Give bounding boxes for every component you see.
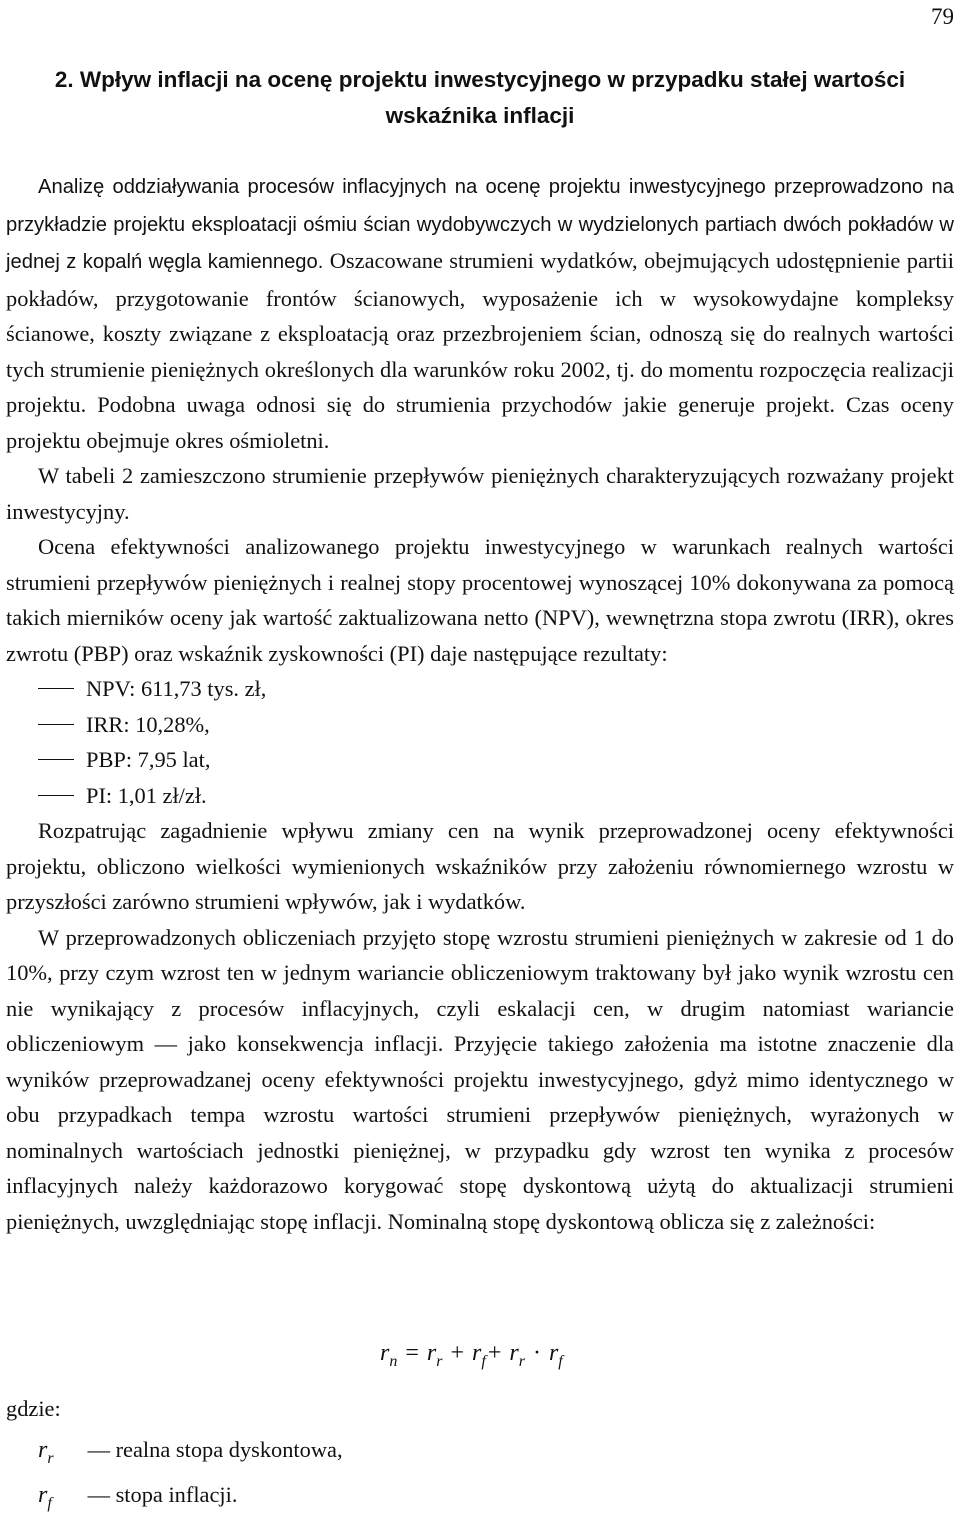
formula-symbol: r — [380, 1340, 390, 1366]
formula-subscript: f — [481, 1353, 486, 1370]
paragraph-4: Rozpatrując zagadnienie wpływu zmiany cen na wynik przeprowadzonej oceny efektywności projektu, obliczono wielkości wymienionych wskaźników przy założeniu równomiernego wzrostu w przyszłości zarówno strumieni wpływów, jak i wydatków. — [6, 818, 954, 914]
formula-operator: = — [405, 1340, 419, 1366]
dash-icon — [38, 795, 74, 796]
result-npv: NPV: 611,73 tys. zł, — [86, 676, 267, 701]
definition-symbol — [38, 1432, 82, 1477]
formula-operator: + — [487, 1340, 502, 1366]
list-item — [38, 671, 954, 707]
formula-symbol: r — [426, 1340, 437, 1366]
dash-icon — [38, 759, 74, 760]
where-label: gdzie: — [6, 1396, 61, 1421]
paragraph-1-serif-part: Oszacowane strumieni wydatków, obejmujących udostępnienie partii pokładów, przygotowanie frontów ścianowych, wyposażenie ich w wysokowydajne kompleksy ścianowe, koszty związane z eksploatacją oraz przezbrojeniem ścian, odnoszą się do realnych wartości tych strumienie pieniężnych określonych dla warunków roku 2002, tj. do momentu rozpoczęcia realizacji projektu. Podobna uwaga odnosi się do strumienia przychodów jakie generuje projekt. Czas oceny projektu obejmuje okres ośmioletni. — [6, 248, 954, 453]
paragraph-2: W tabeli 2 zamieszczono strumienie przepływów pieniężnych charakteryzujących rozważany projekt inwestycyjny. — [6, 463, 954, 524]
list-item — [38, 778, 954, 814]
section-heading — [0, 62, 960, 134]
heading-line-2: wskaźnika inflacji — [385, 103, 575, 128]
results-list — [6, 671, 954, 813]
nominal-rate-formula — [380, 1340, 563, 1371]
symbol-subscript: r — [47, 1450, 54, 1467]
definition-text: — stopa inflacji. — [87, 1482, 238, 1507]
dash-icon — [38, 688, 74, 689]
body-text — [6, 168, 954, 1239]
paragraph-1-sans-part: Analizę oddziaływania procesów inflacyjnych na ocenę projektu inwestycyjnego przeprowadzono na przykładzie projektu eksploatacji ośmiu ścian wydobywczych w wydzielonych partiach dwóch pokładów w jednej z kopalń węgla kamiennego. — [6, 176, 954, 273]
definition-symbol — [38, 1477, 82, 1522]
page-number: 79 — [931, 4, 954, 29]
result-irr: IRR: 10,28%, — [86, 711, 210, 737]
formula-symbol: r — [472, 1340, 482, 1366]
formula-subscript: n — [389, 1353, 398, 1370]
formula-symbol: r — [548, 1340, 559, 1366]
list-item — [38, 742, 954, 778]
paragraph-5: W przeprowadzonych obliczeniach przyjęto stopę wzrostu strumieni pieniężnych w zakresie od 1 do 10%, przy czym wzrost ten w jednym wariancie obliczeniowym traktowany był jako wynik wzrostu cen nie wynikający z procesów inflacyjnych, czyli eskalacji cen, w drugim natomiast wariancie obliczeniowym — jako konsekwencja inflacji. Przyjęcie takiego założenia ma istotne znaczenie dla wyników przeprowadzanej oceny efektywności projektu inwestycyjnego, gdyż mimo identycznego w obu przypadkach tempa wzrostu wartości strumieni przepływów pieniężnych, wyrażonych w nominalnych wartościach jednostki pieniężnej, w przypadku gdy wzrost ten wynika z procesów inflacyjnych należy każdorazowo korygować stopę dyskontową użytą do aktualizacji strumieni pieniężnych, uwzględniając stopę inflacji. Nominalną stopę dyskontową oblicza się z zależności: — [6, 924, 954, 1234]
result-pi: PI: 1,01 zł/zł. — [86, 782, 207, 808]
dash-icon — [38, 724, 74, 725]
list-item — [38, 1477, 343, 1522]
formula-operator: + — [450, 1340, 465, 1366]
paragraph-3: Ocena efektywności analizowanego projektu inwestycyjnego w warunkach realnych wartości strumieni przepływów pieniężnych i realnej stopy procentowej wynoszącej 10% dokonywana za pomocą takich mierników oceny jak wartość zaktualizowana netto (NPV), wewnętrzna stopa zwrotu (IRR), okres zwrotu (PBP) oraz wskaźnik zyskowności (PI) daje następujące rezultaty: — [6, 534, 954, 666]
formula-subscript: r — [518, 1353, 525, 1370]
heading-line-1: 2. Wpływ inflacji na ocenę projektu inwestycyjnego w przypadku stałej wartości — [54, 67, 906, 92]
definition-text: — realna stopa dyskontowa, — [87, 1437, 343, 1462]
list-item — [38, 1432, 343, 1477]
symbol-definitions — [38, 1432, 343, 1522]
formula-operator: · — [532, 1340, 541, 1366]
paragraph-1 — [6, 168, 954, 458]
formula-symbol: r — [509, 1340, 519, 1366]
formula-subscript: r — [436, 1353, 443, 1370]
list-item — [38, 707, 954, 743]
formula-subscript: f — [558, 1353, 563, 1370]
symbol-subscript: f — [47, 1495, 52, 1512]
symbol-letter: r — [38, 1482, 48, 1508]
result-pbp: PBP: 7,95 lat, — [86, 747, 211, 772]
symbol-letter: r — [38, 1437, 48, 1463]
